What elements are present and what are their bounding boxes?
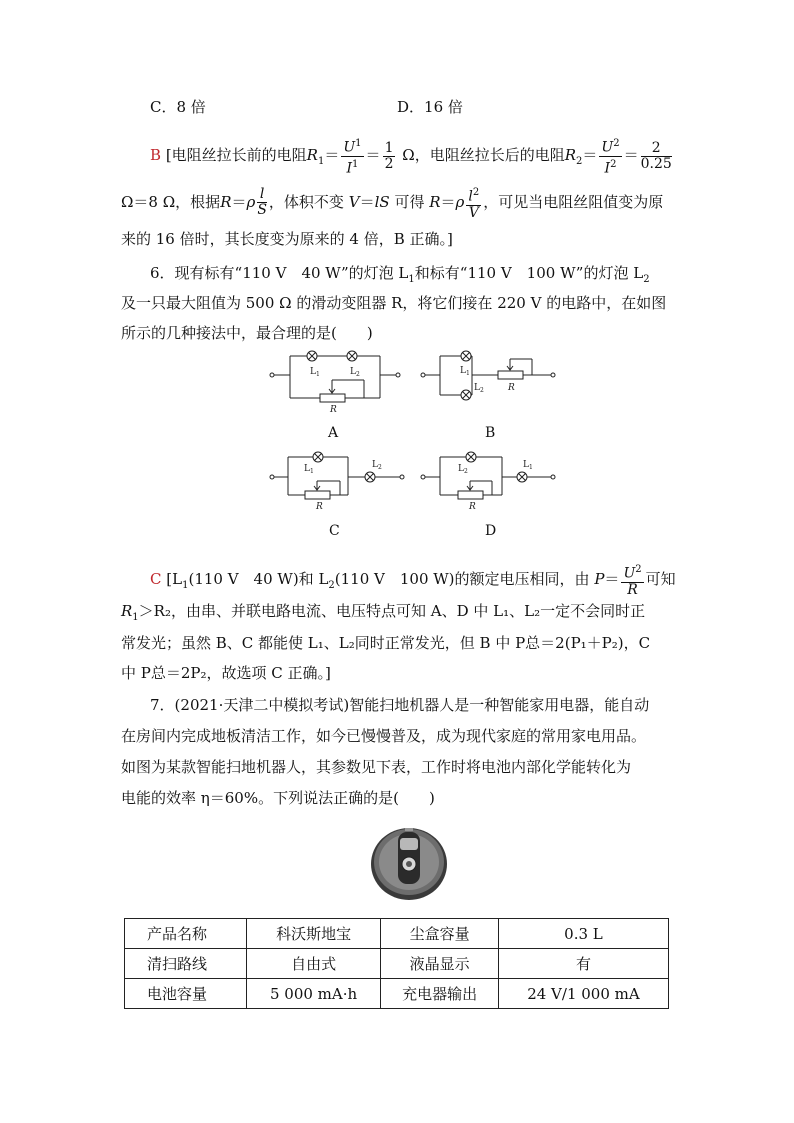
- svg-text:R: R: [508, 383, 515, 393]
- circuit-a: [272, 356, 398, 402]
- svg-text:2: 2: [480, 387, 484, 394]
- solution6-line1: C [$L_1(110$ V 40 W)和 $L_2(110$ V 100 W)的额定电压相同，由 P＝ $\frac{U^2}{R}$ 可知: [150, 564, 676, 598]
- solution-text: (110 V 40 W)和 L: [188, 569, 329, 588]
- table-cell: 充电器输出: [381, 979, 499, 1009]
- solution-text: ，电阻丝拉长后的电阻: [414, 146, 565, 165]
- solution-text: 可知: [645, 569, 676, 588]
- svg-text:1: 1: [316, 371, 320, 378]
- table-cell: 尘盒容量: [381, 919, 499, 949]
- table-cell: 液晶显示: [381, 949, 499, 979]
- figure-label-b: B: [485, 425, 496, 441]
- table-cell: 自由式: [246, 949, 381, 979]
- svg-text:1: 1: [466, 370, 470, 377]
- question-text: 6．现有标有“110 V 40 W”的灯泡 L: [150, 264, 409, 282]
- svg-text:L: L: [350, 367, 356, 377]
- svg-text:2: 2: [464, 468, 468, 475]
- table-cell: 科沃斯地宝: [246, 919, 381, 949]
- question7-line4: 电能的效率 η＝60%。下列说法正确的是( ): [121, 789, 435, 807]
- table-cell: 有: [498, 949, 668, 979]
- table-cell: 5 000 mA·h: [246, 979, 381, 1009]
- option-d: D．16 倍: [397, 98, 463, 116]
- question6-line1: 6．现有标有“110 V 40 W”的灯泡 $L_1$和标有“110 V 100 W”的灯泡 $L_2$: [150, 264, 650, 285]
- solution5-line1: B [电阻丝拉长前的电阻$R_1=$ $\frac{U^1}{I^1}$ ＝ $\frac{1}{2}$ Ω，电阻丝拉长后的电阻$R_2=$ $\frac{U^2}{I^2}$ ＝ $\frac{2}{0.25}$: [150, 138, 672, 177]
- solution6-line3: 常发光；虽然 B、C 都能使 L₁、L₂同时正常发光，但 B 中 P总＝2(P₁＋P₂)，C: [121, 634, 651, 652]
- table-cell: 24 V/1 000 mA: [498, 979, 668, 1009]
- svg-text:L: L: [523, 460, 529, 470]
- table-row: [125, 979, 669, 1009]
- question7-line1: 7．(2021·天津二中模拟考试)智能扫地机器人是一种智能家用电器，能自动: [150, 696, 650, 714]
- answer-letter: B: [150, 146, 162, 165]
- answer-letter: C: [150, 569, 162, 588]
- table-cell: 产品名称: [125, 919, 247, 949]
- question6-line3: 所示的几种接法中，最合理的是( ): [121, 324, 373, 342]
- table-cell: 电池容量: [125, 979, 247, 1009]
- svg-text:1: 1: [529, 464, 533, 471]
- solution-text: 可得: [394, 192, 425, 211]
- solution-text: ，体积不变: [268, 192, 344, 211]
- table-row: [125, 919, 669, 949]
- solution-text: (110 V 100 W)的额定电压相同，由: [334, 569, 590, 588]
- question7-line2: 在房间内完成地板清洁工作，如今已慢慢普及，成为现代家庭的常用家电用品。: [121, 727, 647, 745]
- solution5-line2: Ω＝8 Ω，根据R＝ρ $\frac{l}{S}$ ，体积不变 V＝lS 可得 R＝ρ $\frac{l^2}{V}$ ，可见当电阻丝阻值变为原: [121, 186, 664, 221]
- svg-text:L: L: [460, 366, 466, 376]
- table-row: [125, 949, 669, 979]
- figure-label-d: D: [485, 523, 497, 539]
- robot-vacuum-image: [369, 820, 449, 904]
- svg-text:2: 2: [378, 464, 382, 471]
- svg-text:1: 1: [310, 468, 314, 475]
- question6-line2: 及一只最大阻值为 500 Ω 的滑动变阻器 R，将它们接在 220 V 的电路中，在如图: [121, 294, 667, 312]
- svg-text:L: L: [304, 464, 310, 474]
- solution-text: [L: [166, 569, 183, 588]
- solution5-line3: 来的 16 倍时，其长度变为原来的 4 倍，B 正确。]: [121, 230, 453, 248]
- circuit-figures: [260, 345, 570, 525]
- table-cell: 0.3 L: [498, 919, 668, 949]
- circuit-b: [423, 356, 553, 395]
- solution-text: Ω＝8 Ω，根据: [121, 192, 221, 211]
- svg-text:L: L: [310, 367, 316, 377]
- solution6-line2: $R_1>R_2$，由串、并联电路电流、电压特点可知 A、D 中 L₁、L₂一定不会同时正: [121, 602, 646, 623]
- svg-text:2: 2: [356, 371, 360, 378]
- svg-text:R: R: [469, 502, 476, 512]
- question7-line3: 如图为某款智能扫地机器人，其参数见下表，工作时将电池内部化学能转化为: [121, 758, 632, 776]
- solution-text: [电阻丝拉长前的电阻: [165, 146, 307, 165]
- question-text: 和标有“110 V 100 W”的灯泡 L: [414, 264, 644, 282]
- svg-text:L: L: [474, 383, 480, 393]
- table-cell: 清扫路线: [125, 949, 247, 979]
- option-c: C．8 倍: [150, 98, 206, 116]
- svg-text:L: L: [372, 460, 378, 470]
- svg-text:L: L: [458, 464, 464, 474]
- svg-text:R: R: [330, 405, 337, 415]
- figure-label-a: A: [328, 425, 339, 441]
- solution-text: ＞R₂，由串、并联电路电流、电压特点可知 A、D 中 L₁、L₂一定不会同时正: [138, 602, 646, 620]
- spec-table: [124, 918, 669, 1009]
- figure-label-c: C: [329, 523, 340, 539]
- solution6-line4: 中 P总＝2P₂，故选项 C 正确。]: [121, 664, 331, 682]
- svg-text:R: R: [316, 502, 323, 512]
- solution-text: ，可见当电阻丝阻值变为原: [483, 192, 664, 211]
